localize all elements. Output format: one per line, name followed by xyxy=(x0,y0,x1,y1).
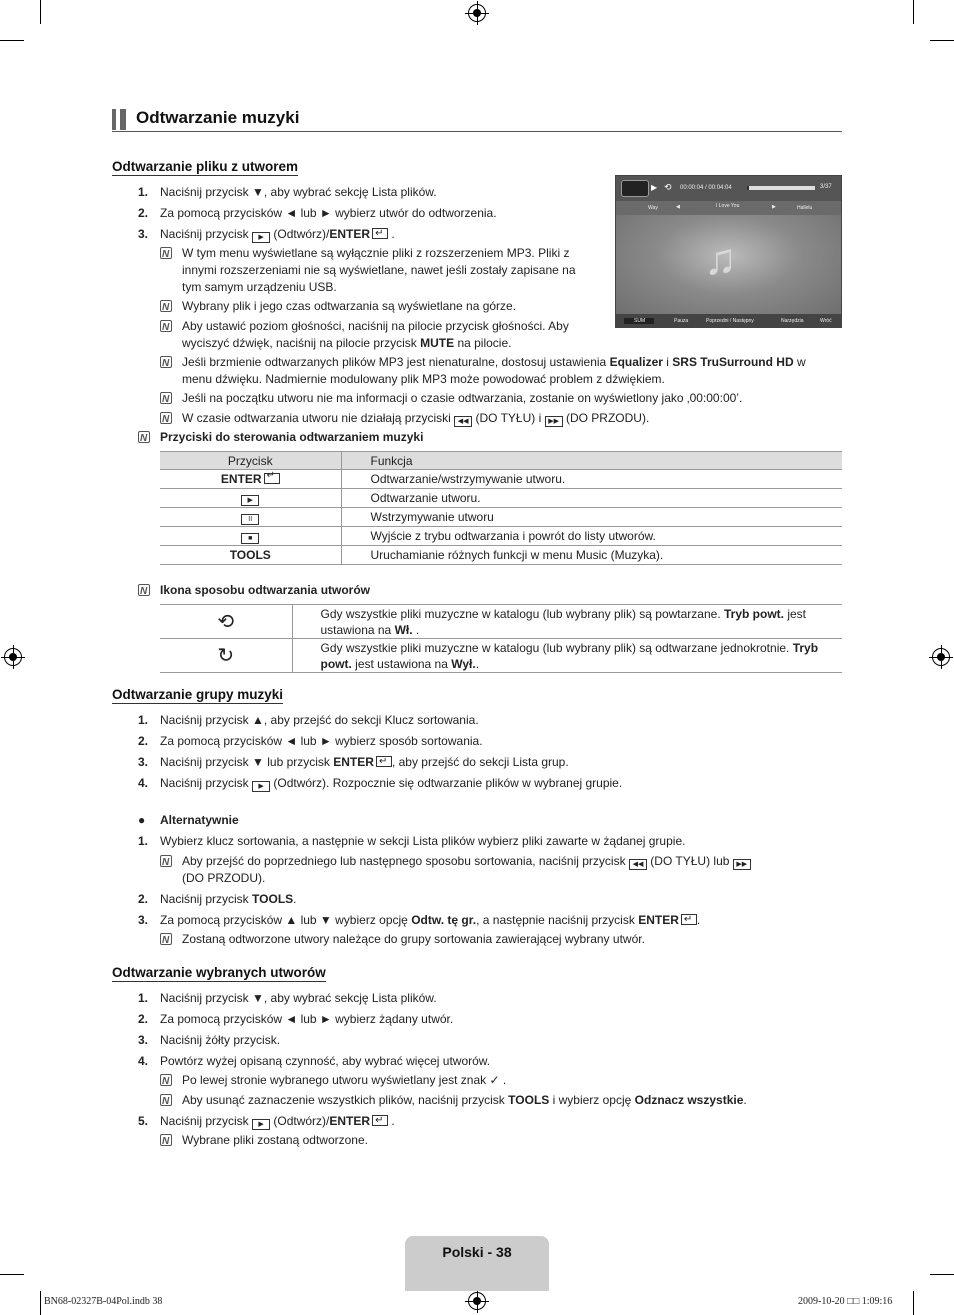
table-row: ↻ Gdy wszystkie pliki muzyczne w katalogu (lub wybrany plik) są odtwarzane jednokrotnie. Tryb powt. jest ustawiona na Wył.. xyxy=(160,639,842,673)
registration-mark-icon xyxy=(4,648,22,666)
crop-mark xyxy=(913,1291,914,1315)
file-info: BN68-02327B-04Pol.indb 38 xyxy=(44,1296,163,1307)
registration-mark-icon xyxy=(468,4,486,22)
mode-table xyxy=(160,604,842,673)
music-player-screenshot xyxy=(615,175,842,328)
table-header: Funkcja xyxy=(341,452,842,470)
note-icon xyxy=(160,855,172,867)
pause-label: Pauza xyxy=(674,318,689,324)
right-arrow-icon: ▶ xyxy=(772,204,776,210)
enter-key-icon xyxy=(681,914,697,925)
table-header: Przycisk xyxy=(160,452,341,470)
forward-key-icon: ▶▶ xyxy=(733,859,751,870)
track-count: 3/37 xyxy=(820,184,832,190)
enter-key-icon xyxy=(264,473,280,484)
note-icon xyxy=(138,584,150,596)
table-row: II Wstrzymywanie utworu xyxy=(160,508,842,527)
album-thumb-icon xyxy=(621,180,649,197)
next-track: Hallelu xyxy=(797,205,813,211)
note-icon xyxy=(160,247,172,259)
rewind-key-icon: ◀◀ xyxy=(629,859,647,870)
note-icon xyxy=(160,300,172,312)
page-number: Polski - 38 xyxy=(442,1244,512,1260)
play-key-icon: ▶ xyxy=(241,495,259,506)
play-key-icon: ▶ xyxy=(252,781,270,792)
table-row: ENTER↵ Odtwarzanie/wstrzymywanie utworu. xyxy=(160,470,842,489)
page-title: Odtwarzanie muzyki xyxy=(136,108,300,127)
note-icon xyxy=(160,933,172,945)
page-number-tab xyxy=(405,1236,549,1291)
crop-mark xyxy=(40,1291,41,1315)
crop-mark xyxy=(0,40,24,41)
note-icon xyxy=(160,1074,172,1086)
note-icon xyxy=(160,1134,172,1146)
page-title-bar xyxy=(112,108,842,132)
section-heading-group: Odtwarzanie grupy muzyki xyxy=(112,687,284,702)
controls-table xyxy=(160,451,842,565)
prev-next-label: Poprzedni / Następny xyxy=(706,318,754,324)
play-icon: ▶ xyxy=(651,183,658,192)
table-row: TOOLS Uruchamianie różnych funkcji w menu Music (Muzyka). xyxy=(160,546,842,565)
repeat-off-icon: ↻ xyxy=(217,644,235,667)
note-icon xyxy=(160,356,172,368)
registration-mark-icon xyxy=(468,1292,486,1310)
note-icon xyxy=(160,412,172,424)
device-label: SUM xyxy=(624,318,654,324)
repeat-icon: ⟲ xyxy=(664,182,672,192)
crop-mark xyxy=(930,40,954,41)
play-key-icon: ▶ xyxy=(252,232,270,243)
section-heading-selected: Odtwarzanie wybranych utworów xyxy=(112,965,326,980)
stop-key-icon: ■ xyxy=(241,533,259,544)
table-row: ■ Wyjście z trybu odtwarzania i powrót do listy utworów. xyxy=(160,527,842,546)
music-note-icon: ♫ xyxy=(704,235,737,284)
current-track: I Love You xyxy=(716,203,740,209)
play-key-icon: ▶ xyxy=(252,1119,270,1130)
note-icon xyxy=(138,431,150,443)
album-art xyxy=(616,215,841,316)
print-date: 2009-10-20 □□ 1:09:16 xyxy=(798,1296,893,1307)
progress-bar xyxy=(747,186,815,190)
enter-key-icon xyxy=(376,756,392,767)
crop-mark xyxy=(40,0,41,24)
return-label: Wróć xyxy=(820,318,832,324)
title-marker-icon xyxy=(112,109,126,130)
forward-key-icon: ▶▶ xyxy=(545,416,563,427)
section-heading-file: Odtwarzanie pliku z utworem xyxy=(112,159,299,174)
crop-mark xyxy=(930,1274,954,1275)
note-icon xyxy=(160,392,172,404)
crop-mark xyxy=(0,1274,24,1275)
registration-mark-icon xyxy=(932,648,950,666)
pause-key-icon: II xyxy=(241,514,259,525)
tools-label: Narzędzia xyxy=(781,318,804,324)
table-row: ⟲ Gdy wszystkie pliki muzyczne w katalogu (lub wybrany plik) są powtarzane. Tryb powt. jest ustawiona na Wł. . xyxy=(160,605,842,639)
enter-key-icon xyxy=(372,1115,388,1126)
note-icon xyxy=(160,320,172,332)
enter-key-icon xyxy=(372,228,388,239)
repeat-on-icon: ⟲ xyxy=(217,610,235,633)
prev-track: Way xyxy=(648,205,658,211)
rewind-key-icon: ◀◀ xyxy=(454,416,472,427)
checkmark-icon: ✓ xyxy=(489,1073,500,1087)
time-readout: 00:00:04 / 00:04:04 xyxy=(680,185,732,191)
note-icon xyxy=(160,1094,172,1106)
crop-mark xyxy=(913,0,914,24)
left-arrow-icon: ◀ xyxy=(676,204,680,210)
bullet-icon: ● xyxy=(138,813,146,827)
table-row: ▶ Odtwarzanie utworu. xyxy=(160,489,842,508)
